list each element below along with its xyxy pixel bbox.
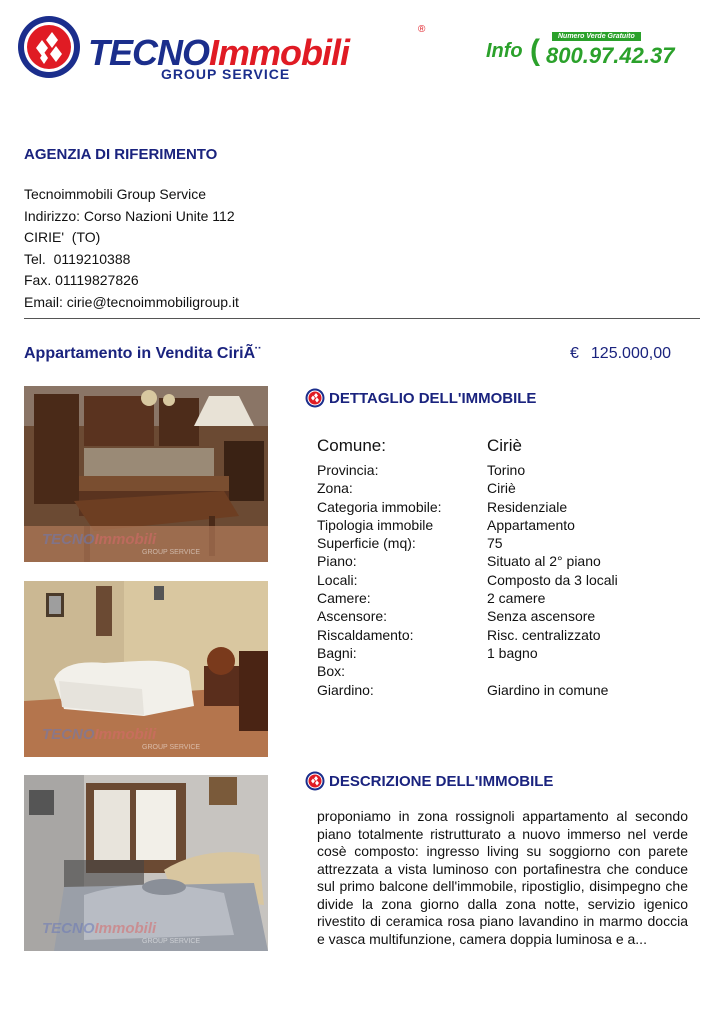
details-section-header [305, 388, 536, 408]
agency-fax: Fax. 01119827826 [24, 272, 139, 289]
detail-row: Provincia: Torino [317, 462, 526, 478]
detail-row: Bagni: 1 bagno [317, 644, 538, 661]
price-currency: € [570, 345, 579, 362]
photo-kitchen[interactable] [24, 386, 268, 562]
detail-row: Riscaldamento: Risc. centralizzato [317, 626, 601, 643]
brand-tecno-text: TECNO [88, 32, 209, 73]
photo-bedroom[interactable] [24, 775, 268, 951]
detail-row: Zona: Ciriè [317, 480, 516, 497]
listing-price [570, 345, 671, 363]
details-table [317, 462, 707, 700]
agency-address: Indirizzo: Corso Nazioni Unite 112 [24, 207, 235, 224]
comune-label: Comune: [317, 436, 386, 455]
phone-handset-icon: ( [530, 34, 540, 67]
description-heading: DESCRIZIONE DELL'IMMOBILE [329, 772, 554, 790]
agency-contact-block [24, 184, 239, 314]
photo-watermark-sub: GROUP SERVICE [142, 549, 201, 556]
detail-row: Tipologia immobile Appartamento [317, 516, 575, 533]
photo-watermark-sub: GROUP SERVICE [142, 938, 201, 945]
photo-watermark-sub: GROUP SERVICE [142, 744, 201, 751]
detail-row: Piano: Situato al 2° piano [317, 553, 601, 570]
logo-emblem-icon [16, 14, 82, 80]
detail-row: Camere: 2 camere [317, 590, 546, 607]
brand-group-service: GROUP SERVICE [161, 66, 291, 82]
details-heading: DETTAGLIO DELL'IMMOBILE [329, 389, 537, 407]
detail-row: Superficie (mq): 75 [317, 535, 503, 552]
description-section-header [305, 771, 553, 791]
detail-row: Giardino: Giardino in comune [317, 681, 609, 698]
comune-value: Ciriè [487, 436, 522, 455]
agency-heading: AGENZIA DI RIFERIMENTO [24, 146, 218, 163]
logo-emblem-icon [305, 771, 325, 791]
price-value: 125.000,00 [590, 345, 671, 362]
toll-free-badge: Numero Verde Gratuito [552, 32, 641, 41]
agency-phone[interactable]: Tel. 0119210388 [24, 250, 131, 267]
info-label: Info [486, 40, 523, 62]
info-phone-banner [486, 30, 716, 74]
agency-email[interactable]: Email: cirie@tecnoimmobiligroup.it [24, 293, 239, 310]
company-logo [16, 14, 436, 86]
agency-city: CIRIE' (TO) [24, 229, 101, 246]
registered-mark: ® [418, 24, 426, 35]
detail-row: Locali: Composto da 3 locali [317, 571, 618, 588]
detail-row: Box: [317, 663, 346, 680]
section-divider [24, 318, 700, 319]
toll-free-number[interactable]: 800.97.42.37 [546, 43, 675, 68]
brand-immobili-text: Immobili [209, 32, 350, 73]
photo-watermark: TECNOImmobili [42, 726, 157, 743]
photo-watermark: TECNOImmobili [42, 531, 157, 548]
logo-emblem-icon [305, 388, 325, 408]
photo-living-room[interactable] [24, 581, 268, 757]
listing-title: Appartamento in Vendita CiriÃ¨ [24, 345, 261, 362]
detail-row: Categoria immobile: Residenziale [317, 498, 568, 515]
detail-row: Ascensore: Senza ascensore [317, 608, 596, 625]
photo-watermark: TECNOImmobili [42, 920, 157, 937]
agency-name: Tecnoimmobili Group Service [24, 186, 207, 202]
description-text: proponiamo in zona rossignoli appartamento al secondo piano totalmente ristrutturato a nuovo immerso nel verde cosè composto: ingresso living su soggiorno con parete attrezzata a vista luminoso con portafinestra che conduce sul primo balcone dell'immobile, ripostiglio, disimpegno che divide la zona giorno dalla zona notte, servizio igenico rivestito di ceramica rosa piano lavandino in marmo doccia e vasca multifunzione, camera doppia luminosa e a... [317, 808, 688, 947]
